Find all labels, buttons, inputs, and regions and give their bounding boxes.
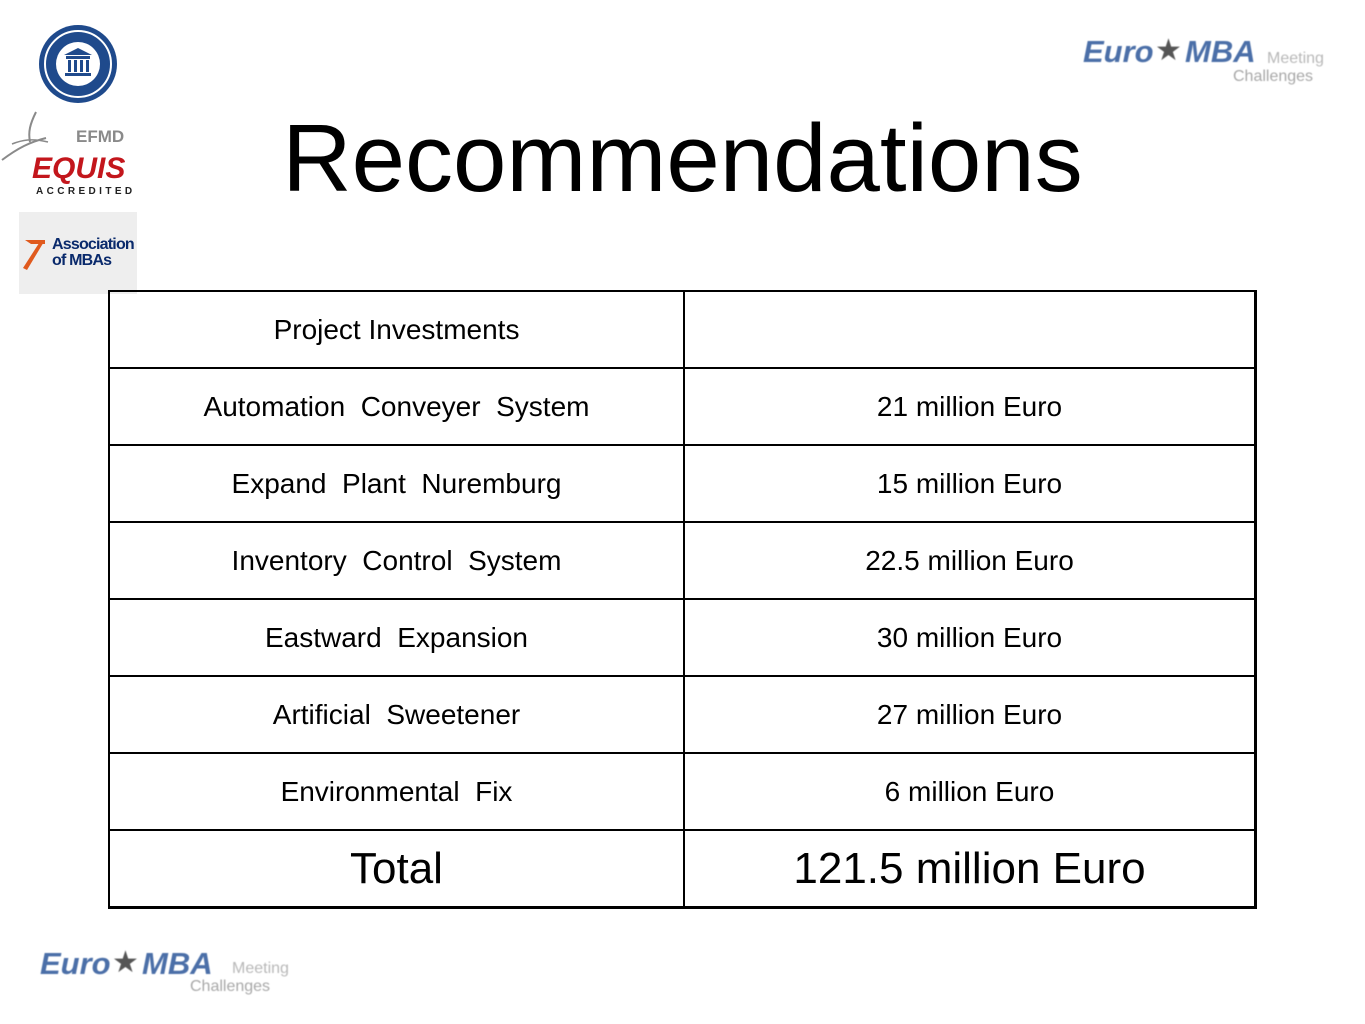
investment-value-cell: 21 million Euro (684, 368, 1256, 445)
investment-value-cell: 27 million Euro (684, 676, 1256, 753)
table-row (109, 445, 1256, 522)
header-label-cell: Project Investments (109, 291, 684, 368)
project-name-cell: Eastward Expansion (109, 599, 684, 676)
association-of-mbas-logo (19, 212, 137, 294)
table-header-row (109, 291, 1256, 368)
total-value-cell: 121.5 million Euro (684, 830, 1256, 908)
slide-title: Recommendations (282, 105, 1083, 212)
project-name-cell: Inventory Control System (109, 522, 684, 599)
total-label-cell: Total (109, 830, 684, 908)
project-name-cell: Expand Plant Nuremburg (109, 445, 684, 522)
euro-mba-logo-bottom (40, 946, 320, 1006)
table-total-row (109, 830, 1256, 908)
accredited-label: ACCREDITED (36, 186, 136, 197)
euro-word: Euro (1083, 34, 1154, 69)
table-row (109, 522, 1256, 599)
investment-value-cell: 30 million Euro (684, 599, 1256, 676)
investment-value-cell: 22.5 million Euro (684, 522, 1256, 599)
challenges-word: Challenges (1233, 68, 1314, 85)
star-icon: ★ (1155, 34, 1182, 67)
equis-label: EQUIS (32, 152, 126, 185)
aacsb-seal-logo (38, 24, 118, 104)
investment-value-cell: 6 million Euro (684, 753, 1256, 830)
header-value-cell (684, 291, 1256, 368)
investment-table (108, 290, 1257, 909)
project-name-cell: Automation Conveyer System (109, 368, 684, 445)
euro-word: Euro (40, 946, 111, 981)
euro-mba-logo-top (1083, 34, 1363, 94)
mba-word: MBA (142, 946, 213, 981)
project-name-cell: Environmental Fix (109, 753, 684, 830)
table-row (109, 368, 1256, 445)
meeting-word: Meeting (1267, 50, 1324, 67)
star-icon: ★ (112, 946, 139, 979)
table-row (109, 753, 1256, 830)
mba-word: MBA (1185, 34, 1256, 69)
amba-line-1: Association (52, 236, 134, 253)
project-name-cell: Artificial Sweetener (109, 676, 684, 753)
amba-line-2: of MBAs (52, 252, 112, 269)
table-row (109, 599, 1256, 676)
table-row (109, 676, 1256, 753)
efmd-label: EFMD (76, 127, 125, 146)
challenges-word: Challenges (190, 978, 271, 995)
meeting-word: Meeting (232, 960, 289, 977)
investment-value-cell: 15 million Euro (684, 445, 1256, 522)
